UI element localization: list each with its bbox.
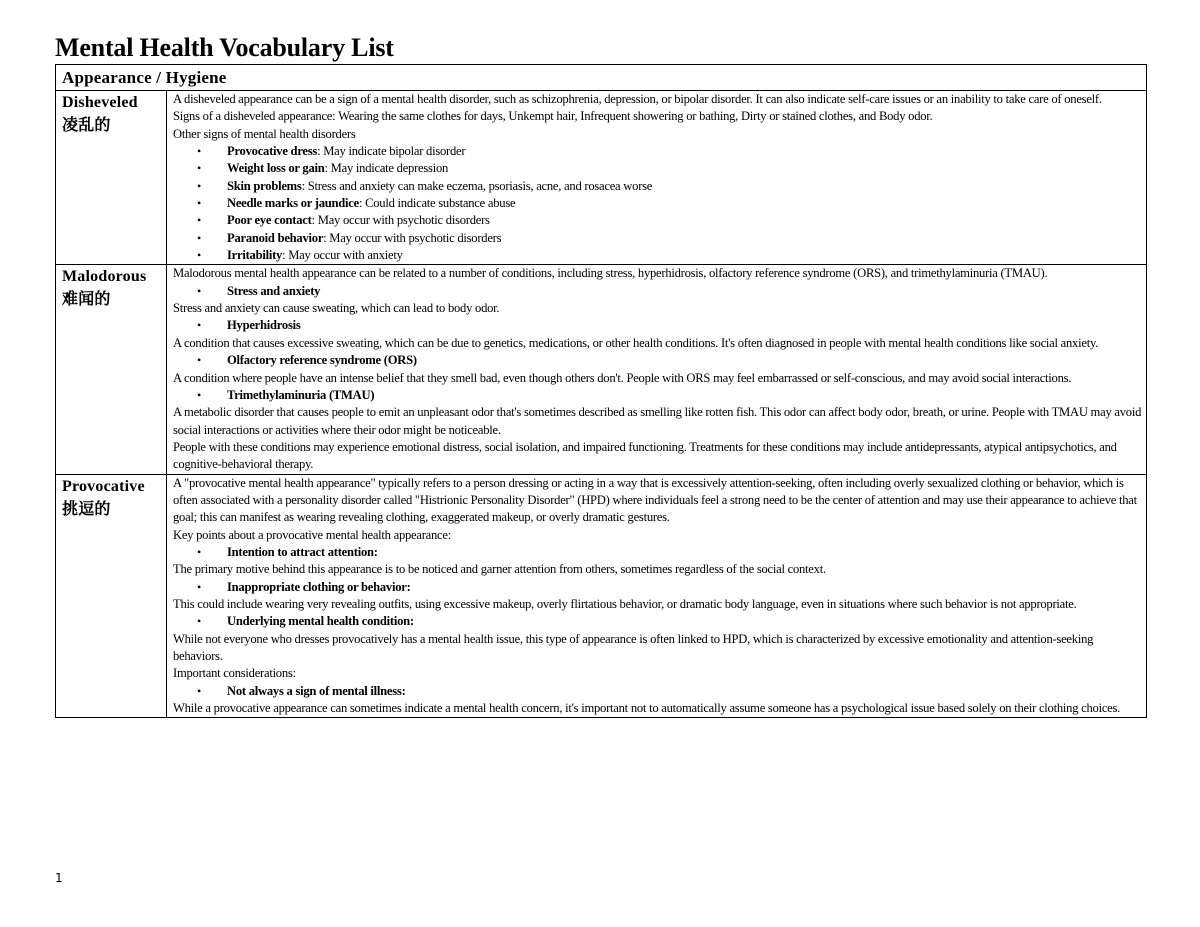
bullet-text: : Could indicate substance abuse [358, 196, 516, 211]
point-list [173, 613, 1142, 630]
definition-text: People with these conditions may experience emotional distress, social isolation, and impaired functioning. Treatments for these conditions may include antidepressants, atypical antipsychotics, and cognitive-behavioral therapy. [173, 439, 1117, 472]
condition-heading: Stress and anxiety [227, 283, 321, 298]
bullet-label: Weight loss or gain [227, 161, 325, 176]
list-item [197, 613, 1142, 630]
list-item [197, 579, 1142, 596]
term-cell [56, 474, 167, 718]
bullet-label: Skin problems [227, 178, 302, 193]
list-item [197, 283, 1142, 300]
definition-text: A "provocative mental health appearance" typically refers to a person dressing or acting in a way that is excessively attention-seeking, often including overly sexualized clothing or behavior, which is often associated with a personality disorder called "Histrionic Personality Disorder" (HPD) where individuals feel a strong need to be the center of attention and may use their appearance to achieve that goal; this can manifest as wearing revealing clothing, exaggerated makeup, or overly dramatic gestures. [173, 475, 1137, 525]
bullet-text: : May occur with psychotic disorders [323, 230, 502, 245]
document-title: Mental Health Vocabulary List [55, 33, 394, 62]
list-item [197, 247, 1142, 264]
point-text: This could include wearing very revealing outfits, using excessive makeup, overly flirtatious behavior, or dramatic body language, even in situations where such behavior is not appropriate. [173, 596, 1077, 611]
bullet-text: : May occur with anxiety [282, 248, 403, 263]
list-item [197, 160, 1142, 177]
point-text: While a provocative appearance can sometimes indicate a mental health concern, it's important not to automatically assume someone has a psychological issue based solely on their clothing choices. [173, 701, 1121, 716]
list-item [197, 178, 1142, 195]
condition-list [173, 352, 1142, 369]
definition-text: Signs of a disheveled appearance: Wearing the same clothes for days, Unkempt hair, Infrequent showering or bathing, Dirty or stained clothes, and Body odor. [173, 109, 933, 124]
condition-heading: Hyperhidrosis [227, 318, 301, 333]
point-heading: Inappropriate clothing or behavior: [227, 579, 411, 594]
bullet-text: : Stress and anxiety can make eczema, psoriasis, acne, and rosacea worse [301, 178, 653, 193]
list-item [197, 230, 1142, 247]
term-cell [56, 91, 167, 265]
list-item [197, 544, 1142, 561]
bullet-text: : May indicate bipolar disorder [317, 144, 466, 159]
point-heading: Not always a sign of mental illness: [227, 683, 406, 698]
term-english: Provocative [62, 477, 145, 495]
definition-text: Other signs of mental health disorders [173, 126, 356, 141]
bullet-label: Needle marks or jaundice [227, 196, 359, 211]
condition-text: Stress and anxiety can cause sweating, which can lead to body odor. [173, 301, 500, 316]
condition-text: A metabolic disorder that causes people to emit an unpleasant odor that's sometimes described as smelling like rotten fish. This odor can affect body odor, breath, or urine. People with TMAU may avoid social interactions or activities where their odor might be noticeable. [173, 405, 1142, 437]
list-item [197, 352, 1142, 369]
section-header: Appearance / Hygiene [56, 65, 1147, 91]
point-text: While not everyone who dresses provocatively has a mental health issue, this type of appearance is often linked to HPD, which is characterized by excessive emotionality and attention-seeking behaviors. [173, 631, 1094, 663]
point-text: The primary motive behind this appearance is to be noticed and garner attention from others, sometimes regardless of the social context. [173, 562, 826, 577]
point-heading: Underlying mental health condition: [227, 614, 414, 629]
list-item [197, 317, 1142, 334]
term-english: Malodorous [62, 268, 147, 286]
table-row [56, 91, 1147, 265]
bullet-text: : May occur with psychotic disorders [311, 213, 490, 228]
term-english: Disheveled [62, 94, 138, 111]
definition-text: Important considerations: [173, 666, 296, 681]
condition-text: A condition where people have an intense belief that they smell bad, even though others don't. People with ORS may feel embarrassed or self-conscious, and may avoid social interactions. [173, 370, 1072, 385]
bullet-label: Paranoid behavior [227, 230, 324, 245]
signs-list [173, 143, 1142, 264]
point-list [173, 544, 1142, 561]
definition-cell [167, 91, 1147, 265]
bullet-label: Poor eye contact [227, 213, 312, 228]
vocabulary-table [55, 64, 1147, 718]
term-chinese: 挑逗的 [62, 500, 111, 518]
list-item [197, 683, 1142, 700]
condition-text: A condition that causes excessive sweating, which can be due to genetics, medications, or other health conditions. It's often diagnosed in people with mental health conditions like social anxiety. [173, 335, 1099, 350]
table-row [56, 474, 1147, 718]
point-heading: Intention to attract attention: [227, 544, 378, 559]
point-list [173, 683, 1142, 700]
table-row [56, 265, 1147, 474]
condition-list [173, 283, 1142, 300]
bullet-label: Provocative dress [227, 144, 318, 159]
list-item [197, 212, 1142, 229]
term-cell [56, 265, 167, 474]
definition-text: A disheveled appearance can be a sign of a mental health disorder, such as schizophrenia, depression, or bipolar disorder. It can also indicate self-care issues or an inability to take care of oneself. [173, 92, 1102, 106]
list-item [197, 387, 1142, 404]
condition-list [173, 387, 1142, 404]
definition-text: Key points about a provocative mental health appearance: [173, 527, 451, 542]
definition-cell [167, 474, 1147, 718]
condition-heading: Olfactory reference syndrome (ORS) [227, 353, 417, 368]
section-header-row [56, 65, 1147, 91]
page-number: 1 [55, 871, 63, 885]
bullet-text: : May indicate depression [324, 161, 449, 176]
list-item [197, 143, 1142, 160]
list-item [197, 195, 1142, 212]
point-list [173, 579, 1142, 596]
term-chinese: 难闻的 [62, 291, 111, 309]
condition-list [173, 317, 1142, 334]
definition-cell [167, 265, 1147, 474]
bullet-label: Irritability [227, 248, 283, 263]
definition-text: Malodorous mental health appearance can be related to a number of conditions, including stress, hyperhidrosis, olfactory reference syndrome (ORS), and trimethylaminuria (TMAU). [173, 266, 1048, 281]
term-chinese: 凌乱的 [62, 117, 111, 134]
condition-heading: Trimethylaminuria (TMAU) [227, 387, 375, 402]
